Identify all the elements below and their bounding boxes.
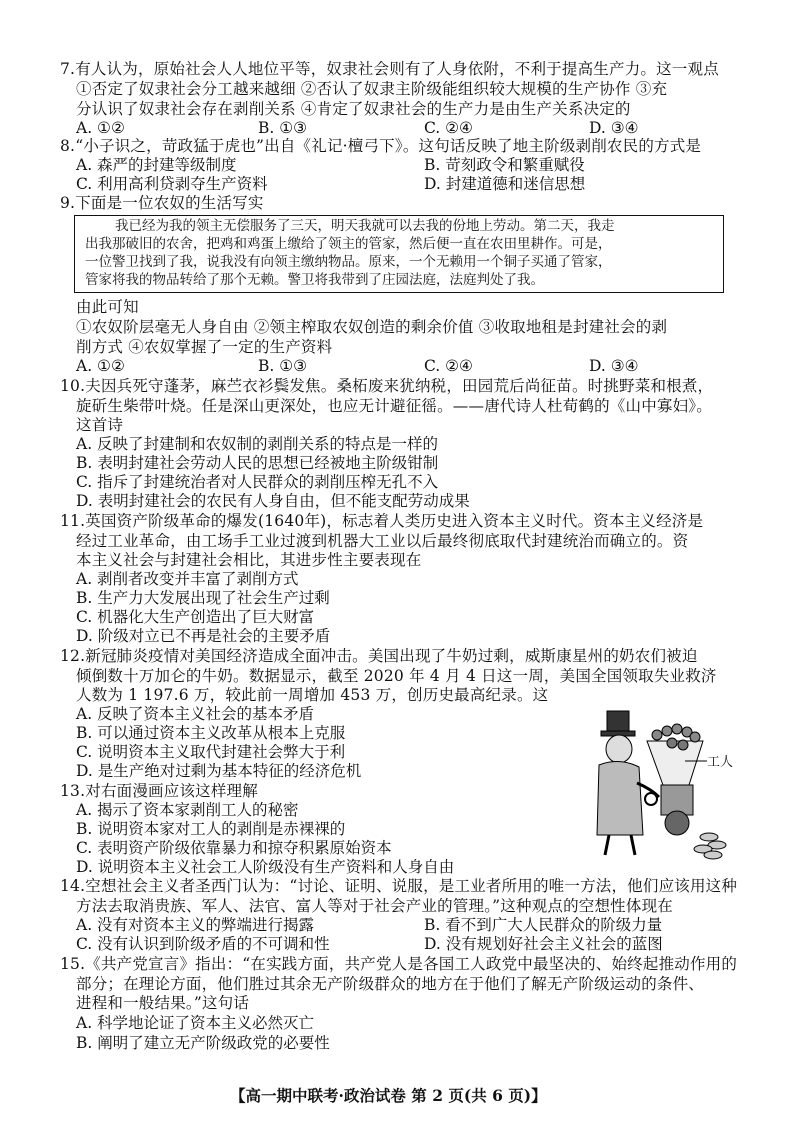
q15-option-b: B. 阐明了建立无产阶级政党的必要性 xyxy=(76,1034,330,1052)
q7-line-3: 分认识了奴隶社会存在剥削关系 ④肯定了奴隶社会的生产力是由生产关系决定的 xyxy=(76,100,631,118)
q15-line-2: 部分；在理论方面，他们胜过其余无产阶级群众的地方在于他们了解无产阶级运动的条件、 xyxy=(76,975,705,993)
q9-after-3: 削方式 ④农奴掌握了一定的生产资料 xyxy=(76,338,333,356)
q8-option-c: C. 利用高利贷剥夺生产资料 xyxy=(76,175,268,193)
q12-option-d: D. 是生产绝对过剩为基本特征的经济危机 xyxy=(76,762,362,780)
q7-option-d: D. ③④ xyxy=(589,119,639,137)
q12-line-1: 12.新冠肺炎疫情对美国经济造成全面冲击。美国出现了牛奶过剩，威斯康星州的奶农们被迫 xyxy=(60,647,698,665)
q8-line-1: 8.“小子识之，苛政猛于虎也”出自《礼记·檀弓下》。这句话反映了地主阶级剥削农民的方式是 xyxy=(60,137,702,155)
q9-box-line-4: 管家将我的物品转给了那个无赖。警卫将我带到了庄园法庭，法庭判处了我。 xyxy=(85,272,544,288)
q10-line-3: 这首诗 xyxy=(76,416,124,434)
q13-line-1: 13.对右面漫画应该这样理解 xyxy=(60,782,258,800)
q8-option-a: A. 森严的封建等级制度 xyxy=(76,156,237,174)
q10-line-2: 旋斫生柴带叶烧。任是深山更深处，也应无计避征徭。——唐代诗人杜荀鹤的《山中寡妇》。 xyxy=(76,397,712,415)
q12-line-3: 人数为 1 197.6 万，较此前一周增加 453 万，创历史最高纪录。这 xyxy=(76,686,549,704)
q11-option-a: A. 剥削者改变并丰富了剥削方式 xyxy=(76,570,299,588)
q15-line-1: 15.《共产党宣言》指出：“在实践方面，共产党人是各国工人政党中最坚决的、始终起推动作用的 xyxy=(60,955,738,973)
page-footer: 【高一期中联考·政治试卷 第 2 页(共 6 页)】 xyxy=(230,1086,547,1105)
q12-option-b: B. 可以通过资本主义改革从根本上克服 xyxy=(76,724,346,742)
q7-option-c: C. ②④ xyxy=(424,119,473,137)
q9-box-line-1: 我已经为我的领主无偿服务了三天，明天我就可以去我的份地上劳动。第二天，我走 xyxy=(115,218,615,234)
q11-line-3: 本主义社会与封建社会相比，其进步性主要表现在 xyxy=(76,551,422,569)
q7-option-a: A. ①② xyxy=(76,119,125,137)
q14-option-a: A. 没有对资本主义的弊端进行揭露 xyxy=(76,916,315,934)
q13-option-a: A. 揭示了资本家剥削工人的秘密 xyxy=(76,801,299,819)
q14-option-c: C. 没有认识到阶级矛盾的不可调和性 xyxy=(76,935,330,953)
q9-quote-box xyxy=(74,215,724,293)
cartoon-label-workers: 工人 xyxy=(707,755,734,770)
q9-option-a: A. ①② xyxy=(76,357,125,375)
q13-option-d: D. 说明资本主义社会工人阶级没有生产资料和人身自由 xyxy=(76,858,455,876)
q7-line-2: ①否定了奴隶社会分工越来越细 ②否认了奴隶主阶级能组织较大规模的生产协作 ③充 xyxy=(76,80,668,98)
cartoon-illustration xyxy=(585,705,735,865)
q10-line-1: 10.夫因兵死守蓬茅，麻苎衣衫鬓发焦。桑柘废来犹纳税，田园荒后尚征苗。时挑野菜和根煮， xyxy=(60,377,714,395)
q12-option-a: A. 反映了资本主义社会的基本矛盾 xyxy=(76,705,315,723)
q15-option-a: A. 科学地论证了资本主义必然灭亡 xyxy=(76,1014,315,1032)
capitalist-worker-cartoon xyxy=(585,705,735,865)
q13-option-c: C. 表明资产阶级依靠暴力和掠夺积累原始资本 xyxy=(76,839,392,857)
q14-line-2: 方法去取消贵族、军人、法官、富人等对于社会产业的管理。”这种观点的空想性体现在 xyxy=(76,897,673,915)
q7-option-b: B. ①③ xyxy=(258,119,308,137)
q14-line-1: 14.空想社会主义者圣西门认为：“讨论、证明、说服，是工业者所用的唯一方法，他们应该用这种 xyxy=(60,877,738,895)
q9-after-2: ①农奴阶层毫无人身自由 ②领主榨取农奴创造的剩余价值 ③收取地租是封建社会的剥 xyxy=(76,318,668,336)
q9-box-line-2: 出我那破旧的农舍，把鸡和鸡蛋上缴给了领主的管家，然后便一直在农田里耕作。可是， xyxy=(85,236,612,252)
q10-option-d: D. 表明封建社会的农民有人身自由，但不能支配劳动成果 xyxy=(76,492,470,510)
q11-option-d: D. 阶级对立已不再是社会的主要矛盾 xyxy=(76,627,331,645)
q8-option-d: D. 封建道德和迷信思想 xyxy=(424,175,586,193)
q9-box-line-3: 一位警卫找到了我，说我没有向领主缴纳物品。原来，一个无赖用一个铜子买通了管家， xyxy=(85,254,612,270)
q13-option-b: B. 说明资本家对工人的剥削是赤裸裸的 xyxy=(76,820,346,838)
q14-option-d: D. 没有规划好社会主义社会的蓝图 xyxy=(424,935,663,953)
q8-option-b: B. 苛刻政令和繁重赋役 xyxy=(424,156,585,174)
q15-line-3: 进程和一般结果。”这句话 xyxy=(76,994,250,1012)
q9-option-c: C. ②④ xyxy=(424,357,473,375)
q11-option-b: B. 生产力大发展出现了社会生产过剩 xyxy=(76,589,330,607)
q7-line-1: 7.有人认为，原始社会人人地位平等，奴隶社会则有了人身依附，不利于提高生产力。这一观点 xyxy=(60,60,719,78)
q10-option-c: C. 指斥了封建统治者对人民群众的剥削压榨无孔不入 xyxy=(76,473,439,491)
q10-option-a: A. 反映了封建制和农奴制的剥削关系的特点是一样的 xyxy=(76,435,439,453)
q9-after-1: 由此可知 xyxy=(76,298,139,316)
q11-option-c: C. 机器化大生产创造出了巨大财富 xyxy=(76,608,315,626)
q10-option-b: B. 表明封建社会劳动人民的思想已经被地主阶级钳制 xyxy=(76,454,439,472)
q11-line-2: 经过工业革命，由工场手工业过渡到机器大工业以后最终彻底取代封建统治而确立的。资 xyxy=(76,532,689,550)
q9-option-b: B. ①③ xyxy=(258,357,308,375)
q12-line-2: 倾倒数十万加仑的牛奶。数据显示，截至 2020 年 4 月 4 日这一周，美国全国领取失业救济 xyxy=(76,667,717,685)
q11-line-1: 11.英国资产阶级革命的爆发(1640年)，标志着人类历史进入资本主义时代。资本主义经济是 xyxy=(60,512,704,530)
q9-line-1: 9.下面是一位农奴的生活写实 xyxy=(60,194,264,212)
q12-option-c: C. 说明资本主义取代封建社会弊大于利 xyxy=(76,743,346,761)
q14-option-b: B. 看不到广大人民群众的阶级力量 xyxy=(424,916,663,934)
q9-option-d: D. ③④ xyxy=(589,357,639,375)
